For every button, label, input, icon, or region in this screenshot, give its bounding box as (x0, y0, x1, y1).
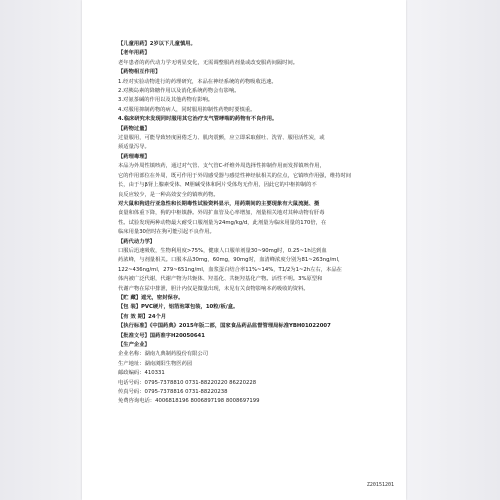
right-background (406, 0, 500, 500)
text-line: 须适量泻导。 (118, 144, 150, 151)
section-heading-line: 【药理毒理】 (118, 153, 150, 160)
text-line: 本品为外周性镇咳药，通过对气管、支气管C-纤维外周选择性抑制作用而发挥镇咳作用， (118, 163, 325, 170)
footer-code: Z20151201 (366, 482, 394, 488)
text-line: 食量和体重下降，狗的中枢镇静。外周扩血管及心率增加，剂量相关地对其种动物有肝毒 (118, 210, 325, 217)
text-line: 长，由于与β肾上腺素受体、M胆碱受体和阿片受体均无作用，因此它的中枢抑制的不 (118, 182, 317, 189)
section-heading-line: 【药代动力学】 (118, 238, 156, 245)
text-line: 对大鼠和狗进行亚急性和长期毒性试验资料显示，用药期间的主要现象有大鼠流涎、摄 (118, 200, 320, 207)
text-line: 性。试验发现两种动物最大耐受口服剂量为24mg/kg/d，此剂量为临床用量的170倍，在 (118, 219, 327, 226)
text-line: 2.对胰岛素的降糖作用以及消化系统药物会有影响。 (118, 88, 240, 95)
leaflet-page (82, 0, 406, 500)
text-line: 生产地址：湖南浏阳生物医药园 (118, 360, 193, 367)
text-line: 药浓峰，与剂量相关。口服本品30mg，60mg，90mg时，血清峰浓度分别为81~263ng/ml， (118, 257, 344, 264)
text-line: 3.对氨茶碱的作用以及其他药物有影响。 (118, 97, 214, 104)
left-background (0, 0, 82, 500)
text-line: 体内被广泛代谢，代谢产物为共轭体、羟基化、共轭羟基化产物。活性不明。3%原型和 (118, 276, 323, 283)
text-line: 4.临床研究未发现同时服用其它治疗支气管哮喘的药物有不良作用。 (118, 116, 278, 123)
text-line: 代谢产物在尿中排泄，胆汁内仅是微量出现，未见有关食物影响本药吸收的资料。 (118, 285, 309, 292)
text-line: 它的作用部位在外周，既可作用于外周感受器与感觉性神经肽相关的位点，它镇咳作用强，维持时间 (118, 172, 352, 179)
text-line: 邮政编码：410331 (118, 370, 165, 377)
section-heading-line: 【生产企业】 (118, 342, 150, 348)
text-line: 企业名称：湖南九典制药股份有限公司 (118, 351, 209, 358)
text-line: 老年患者的药代动力学无明显变化，无需调整服药剂量或改变服药间隔时间。 (118, 59, 299, 66)
section-heading-line: 【执行标准】《中国药典》2015年版二部，国家食品药品监督管理局标准YBH01022007 (118, 323, 331, 330)
section-heading-line: 【儿童用药】2岁以下儿童慎用。 (118, 41, 196, 47)
text-line: 电话号码：0795-7378810 0731-88220220 86220228 (118, 379, 257, 386)
section-heading-line: 【贮 藏】遮光，密封保存。 (118, 294, 184, 301)
text-line: 过量服用，可能导致轻度困倦乏力、肌肉震颤，应立即采取催吐、洗胃、服用活性炭，或 (118, 135, 325, 142)
text-line: 122~436ng/ml，279~651ng/ml，血浆蛋白结合率11%~14%，T1/2为1~2h左右，本品在 (118, 266, 342, 273)
leaflet-content (118, 40, 374, 407)
text-line: 临床用量30倍时在狗可能引起不良作用。 (118, 229, 215, 236)
text-line: 4.对服用抑制药物的病人，同时服用抑制性药物时要慎重。 (118, 106, 256, 113)
text-line: 良反应较少，是一种高效安全的镇咳药物。 (118, 191, 219, 198)
section-heading-line: 【药物过量】 (118, 125, 150, 132)
text-line: 1.经对实验动物进行的药理研究，本品在神经系统的药物吸收迅速。 (118, 78, 277, 85)
section-heading-line: 【老年用药】 (118, 50, 150, 57)
text-line: 口服后迅速吸收，生物利用度>75%，健康人口服单剂量30~90mg时，0.25~1h达到血 (118, 247, 327, 254)
section-heading-line: 【批准文号】国药准字H20050641 (118, 332, 205, 339)
section-heading-line: 【药物相互作用】 (118, 69, 161, 76)
text-line: 免费咨询电话：4006818196 8006897198 8008697199 (118, 398, 260, 405)
section-heading-line: 【有 效 期】24个月 (118, 313, 167, 320)
section-heading-line: 【包 装】PVC硬片，铝箔泡罩包装，10粒/板/盒。 (118, 304, 239, 311)
text-line: 传真号码：0795-7378816 0731-88220238 (118, 389, 228, 396)
